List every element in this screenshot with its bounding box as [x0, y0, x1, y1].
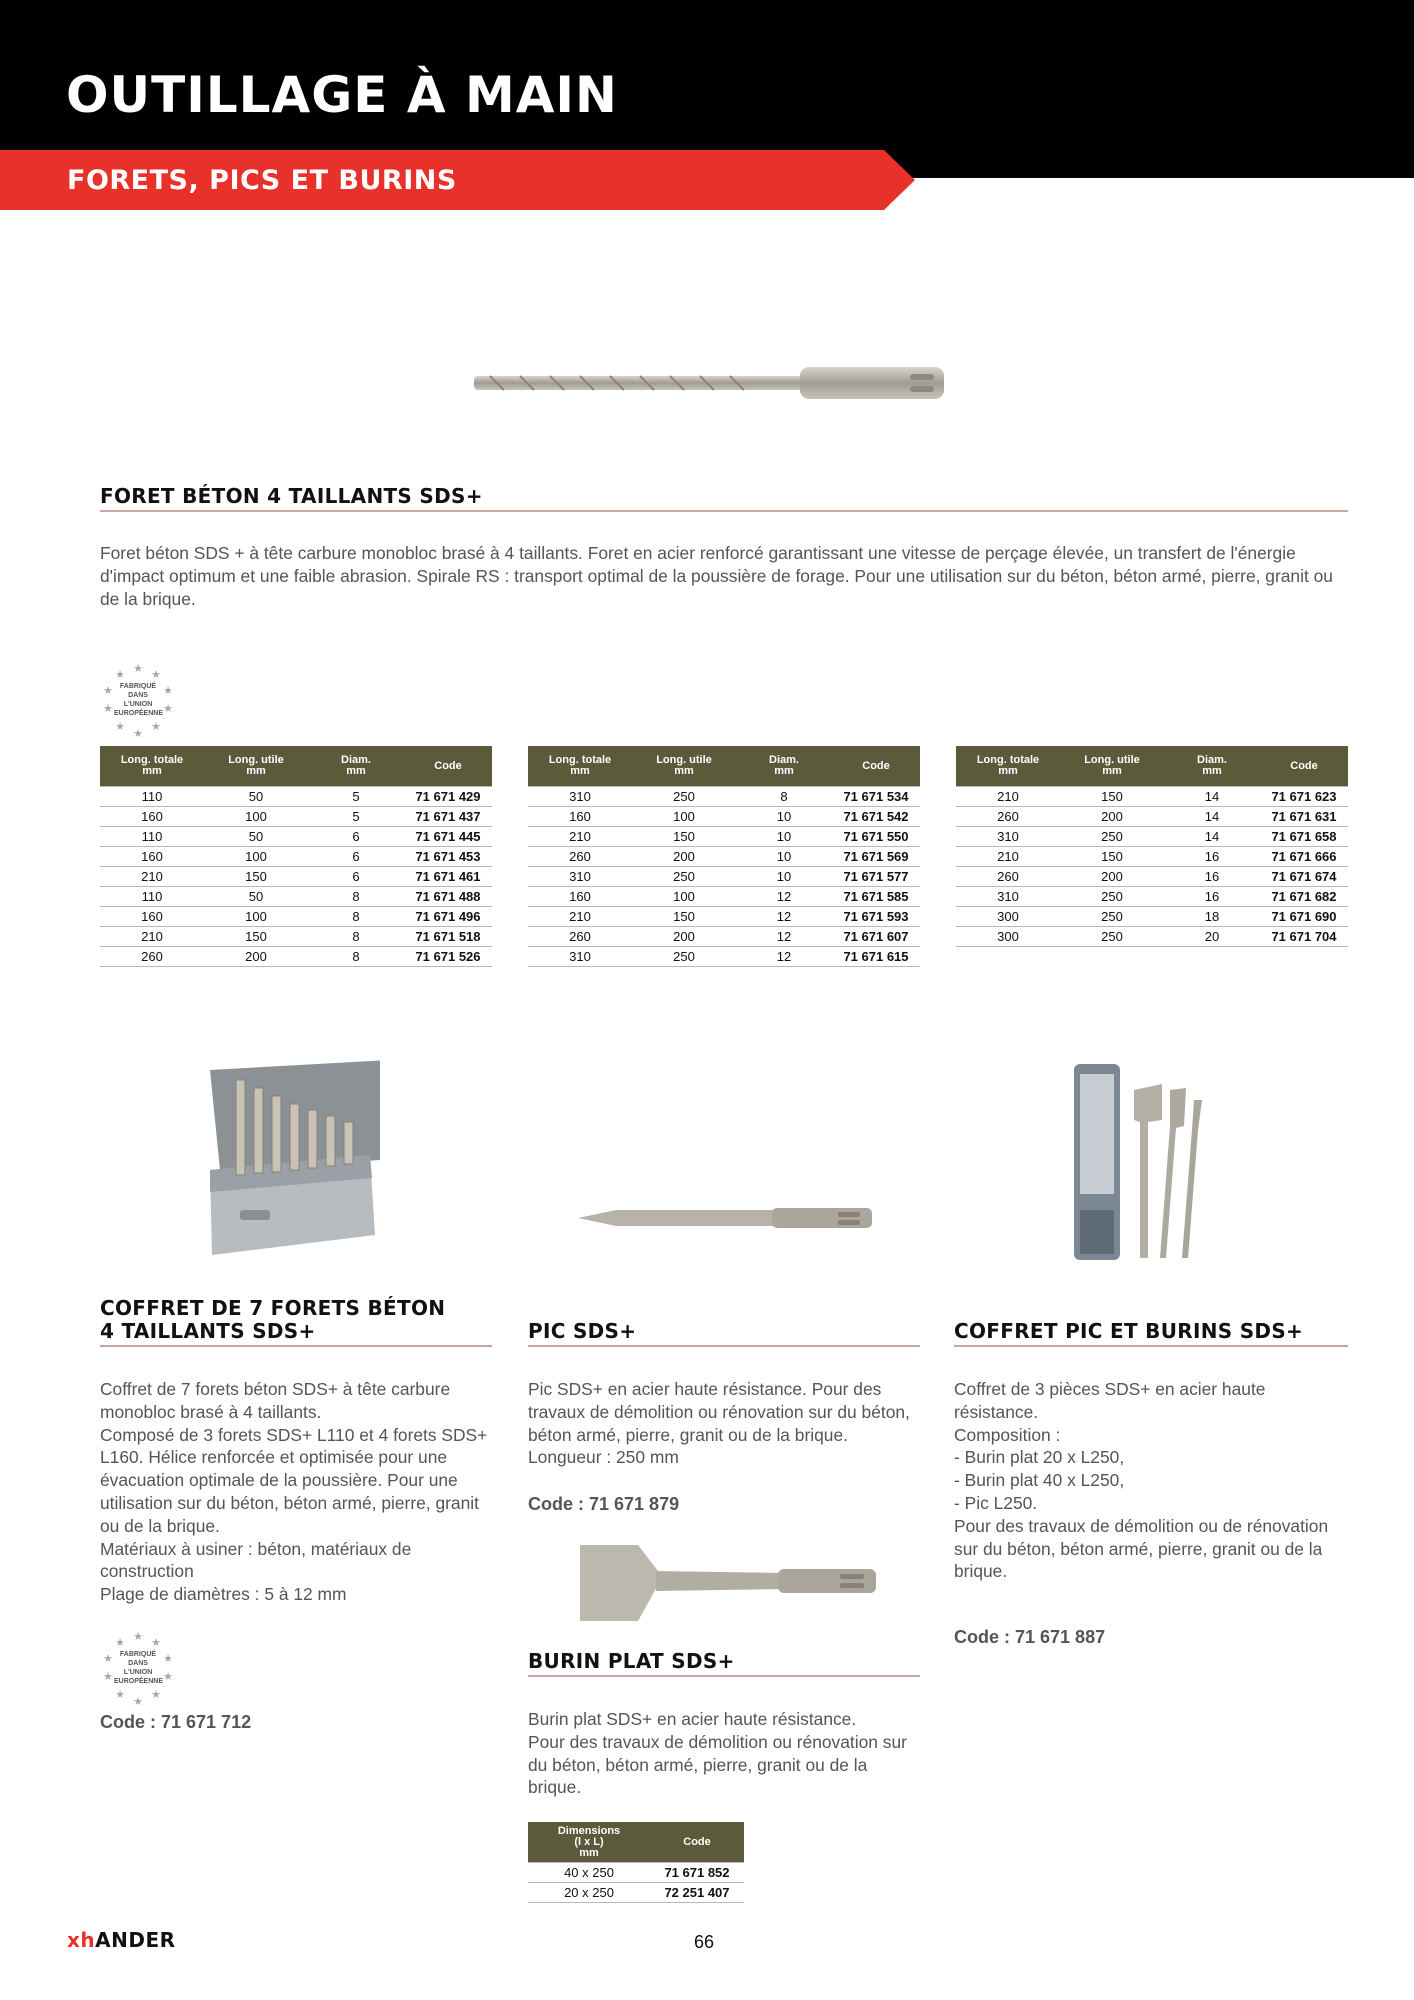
burin-table	[528, 1822, 744, 1903]
table-row: 110 50 6 71 671 445	[100, 827, 492, 847]
table-row: 310 250 16 71 671 682	[956, 887, 1348, 907]
section-title-foret: FORET BÉTON 4 TAILLANTS SDS+	[100, 484, 483, 508]
foret-description: Foret béton SDS + à tête carbure monobloc brasé à 4 taillants. Foret en acier renforcé garantissant une vitesse de perçage élevée, un transfert de l'énergie d'impact optimum et une faible abrasion. Spirale RS : transport optimal de la poussière de forage. Pour une utilisation sur du béton, béton armé, pierre, granit ou de la brique.	[100, 543, 1333, 609]
drill-set-case-image	[200, 1050, 380, 1260]
svg-text:★: ★	[133, 1695, 143, 1708]
svg-text:★: ★	[163, 1652, 173, 1665]
foret-table-2	[528, 746, 920, 967]
section-title-coffret-pic: COFFRET PIC ET BURINS SDS+	[954, 1319, 1304, 1343]
section-rule	[100, 510, 1348, 512]
page-subtitle: FORETS, PICS ET BURINS	[67, 165, 457, 196]
table-row: 260 200 10 71 671 569	[528, 847, 920, 867]
coffret-pic-description: Coffret de 3 pièces SDS+ en acier haute résistance. Composition : - Burin plat 20 x L250, - Burin plat 40 x L250, - Pic L250. Pour des travaux de démolition ou de rénovation sur du béton, béton armé, pierre, granit ou de la brique.	[954, 1379, 1329, 1582]
table-row: 310 250 12 71 671 615	[528, 947, 920, 967]
svg-text:★: ★	[103, 1670, 113, 1683]
section-title-pic: PIC SDS+	[528, 1319, 637, 1343]
section-title-burin: BURIN PLAT SDS+	[528, 1649, 735, 1673]
table-row: 210 150 12 71 671 593	[528, 907, 920, 927]
coffret7-description: Coffret de 7 forets béton SDS+ à tête carbure monobloc brasé à 4 taillants. Composé de 3 forets SDS+ L110 et 4 forets SDS+ L160. Hélice renforcée et optimisée pour une évacuation optimale de la poussière. Pour une utilisation sur du béton, béton armé, pierre, granit ou de la brique. Matériaux à usiner : béton, matériaux de construction Plage de diamètres : 5 à 12 mm	[100, 1379, 488, 1605]
table-row: 110 50 5 71 671 429	[100, 787, 492, 807]
col-code: Code	[650, 1822, 744, 1863]
table-header-row	[528, 746, 920, 787]
table-row: 310 250 8 71 671 534	[528, 787, 920, 807]
foret-table-1	[100, 746, 492, 967]
section-rule	[954, 1345, 1348, 1347]
svg-text:★: ★	[163, 702, 173, 715]
table-row: 300 250 18 71 671 690	[956, 907, 1348, 927]
table-row: 210 150 6 71 671 461	[100, 867, 492, 887]
eu-badge-icon	[98, 660, 178, 740]
burin-plat-image	[578, 1543, 878, 1623]
col-long-utile: Long. utile mm	[204, 746, 308, 787]
svg-text:★: ★	[151, 1688, 161, 1701]
col-long-totale: Long. totale mm	[956, 746, 1060, 787]
col-diam: Diam. mm	[736, 746, 832, 787]
col-code: Code	[832, 746, 920, 787]
svg-text:★: ★	[103, 702, 113, 715]
section-rule	[528, 1675, 920, 1677]
table-row: 210 150 14 71 671 623	[956, 787, 1348, 807]
svg-text:★: ★	[115, 720, 125, 733]
page-number: 66	[694, 1932, 715, 1952]
table-row: 310 250 14 71 671 658	[956, 827, 1348, 847]
eu-badge-text: FABRIQUÉ DANS L'UNION EUROPÉENNE	[114, 1651, 164, 1685]
svg-text:★: ★	[163, 1670, 173, 1683]
pic-code: Code : 71 671 879	[528, 1494, 680, 1514]
col-long-utile: Long. utile mm	[1060, 746, 1164, 787]
table-row: 300 250 20 71 671 704	[956, 927, 1348, 947]
table-header-row	[956, 746, 1348, 787]
table-row: 20 x 250 72 251 407	[528, 1883, 744, 1903]
table-row: 260 200 14 71 671 631	[956, 807, 1348, 827]
svg-text:★: ★	[115, 668, 125, 681]
svg-text:★: ★	[133, 662, 143, 675]
eu-badge-icon	[98, 1628, 178, 1708]
table-row: 310 250 10 71 671 577	[528, 867, 920, 887]
section-title-coffret7: COFFRET DE 7 FORETS BÉTON 4 TAILLANTS SDS+	[100, 1296, 446, 1343]
col-code: Code	[1260, 746, 1348, 787]
brand-logo: xhANDER	[67, 1928, 176, 1952]
table-row: 210 150 16 71 671 666	[956, 847, 1348, 867]
eu-badge-text: FABRIQUÉ DANS L'UNION EUROPÉENNE	[114, 683, 164, 717]
col-long-totale: Long. totale mm	[100, 746, 204, 787]
svg-text:★: ★	[103, 1652, 113, 1665]
col-long-utile: Long. utile mm	[632, 746, 736, 787]
table-row: 110 50 8 71 671 488	[100, 887, 492, 907]
table-row: 210 150 8 71 671 518	[100, 927, 492, 947]
col-diam: Diam. mm	[1164, 746, 1260, 787]
svg-text:★: ★	[133, 1630, 143, 1643]
col-code: Code	[404, 746, 492, 787]
table-row: 160 100 10 71 671 542	[528, 807, 920, 827]
table-row: 260 200 12 71 671 607	[528, 927, 920, 947]
section-rule	[100, 1345, 492, 1347]
table-row: 160 100 12 71 671 585	[528, 887, 920, 907]
svg-text:★: ★	[115, 1636, 125, 1649]
col-long-totale: Long. totale mm	[528, 746, 632, 787]
table-row: 260 200 16 71 671 674	[956, 867, 1348, 887]
pic-sds-image	[576, 1200, 876, 1236]
svg-text:★: ★	[151, 1636, 161, 1649]
page-title: OUTILLAGE À MAIN	[66, 66, 618, 124]
table-row: 210 150 10 71 671 550	[528, 827, 920, 847]
table-row: 40 x 250 71 671 852	[528, 1863, 744, 1883]
svg-text:★: ★	[103, 684, 113, 697]
foret-table-3	[956, 746, 1348, 947]
svg-text:★: ★	[151, 668, 161, 681]
svg-text:★: ★	[163, 684, 173, 697]
pic-description: Pic SDS+ en acier haute résistance. Pour des travaux de démolition ou rénovation sur du béton, béton armé, pierre, granit ou de la brique. Longueur : 250 mm	[528, 1379, 910, 1468]
coffret-pic-code: Code : 71 671 887	[954, 1627, 1106, 1647]
table-row: 160 100 5 71 671 437	[100, 807, 492, 827]
burin-description: Burin plat SDS+ en acier haute résistance. Pour des travaux de démolition ou rénovation sur du béton, béton armé, pierre, granit ou de la brique.	[528, 1709, 907, 1798]
col-diam: Diam. mm	[308, 746, 404, 787]
table-header-row	[100, 746, 492, 787]
svg-text:★: ★	[133, 727, 143, 740]
svg-text:★: ★	[151, 720, 161, 733]
section-rule	[528, 1345, 920, 1347]
table-header-row	[528, 1822, 744, 1863]
table-row: 160 100 8 71 671 496	[100, 907, 492, 927]
col-dimensions: Dimensions (l x L) mm	[528, 1822, 650, 1863]
coffret7-code: Code : 71 671 712	[100, 1712, 252, 1732]
svg-text:★: ★	[115, 1688, 125, 1701]
table-row: 160 100 6 71 671 453	[100, 847, 492, 867]
coffret-pic-burins-image	[1066, 1060, 1226, 1265]
drill-bit-image	[470, 362, 980, 404]
table-row: 260 200 8 71 671 526	[100, 947, 492, 967]
